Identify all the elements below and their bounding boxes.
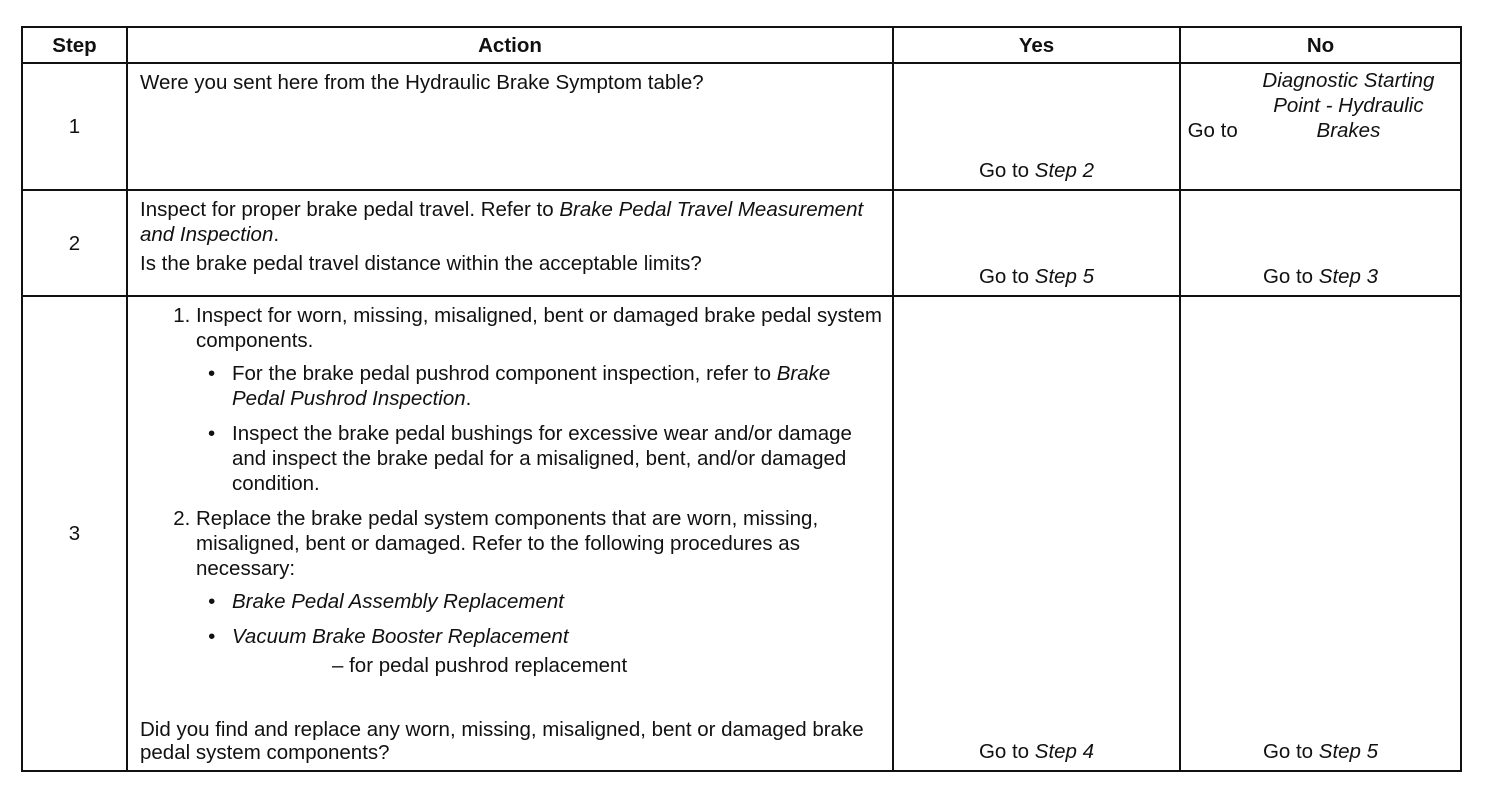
no-cell xyxy=(1180,63,1461,190)
step-number: 1 xyxy=(22,63,127,190)
header-no: No xyxy=(1180,27,1461,63)
yes-cell xyxy=(893,190,1180,296)
no-cell xyxy=(1180,296,1461,771)
list-item xyxy=(196,303,882,496)
action-question: Did you find and replace any worn, missing, misaligned, bent or damaged brake pedal system components? xyxy=(140,718,864,764)
no-prefix: Go to xyxy=(1262,740,1319,763)
action-ref-link[interactable]: Brake Pedal Travel Measurement and Inspection xyxy=(140,198,864,246)
procedure-text: Replace the brake pedal system components that are worn, missing, misaligned, bent or damaged. Refer to the following procedures as necessary: xyxy=(196,507,819,580)
bullet-text: For the brake pedal pushrod component inspection, refer to xyxy=(232,362,777,385)
action-cell xyxy=(127,63,893,190)
header-step: Step xyxy=(22,27,127,63)
table-row xyxy=(22,296,1461,771)
yes-step-link[interactable]: Step 4 xyxy=(1034,740,1095,763)
step-number: 2 xyxy=(22,190,127,296)
action-text-end: . xyxy=(273,223,280,246)
list-item xyxy=(232,361,882,411)
bullet-text-end: . xyxy=(465,387,472,410)
table-row xyxy=(22,190,1461,296)
action-cell xyxy=(127,296,893,771)
no-step-link[interactable]: Step 5 xyxy=(1318,740,1379,763)
no-prefix: Go to xyxy=(1187,119,1244,142)
no-diagnostic-link[interactable]: Diagnostic Starting Point - Hydraulic Brakes xyxy=(1262,69,1435,142)
yes-cell xyxy=(893,296,1180,771)
no-cell xyxy=(1180,190,1461,296)
table-row xyxy=(22,63,1461,190)
action-text-lead: Inspect for proper brake pedal travel. Refer to xyxy=(140,198,560,221)
diagnostic-table xyxy=(21,26,1462,772)
pushrod-inspection-link[interactable]: Brake Pedal Pushrod Inspection xyxy=(232,362,831,410)
header-action: Action xyxy=(127,27,893,63)
header-yes: Yes xyxy=(893,27,1180,63)
no-step-link[interactable]: Step 3 xyxy=(1318,265,1379,288)
yes-prefix: Go to xyxy=(978,265,1035,288)
pedal-assembly-link[interactable]: • Brake Pedal Assembly Replacement xyxy=(232,589,882,614)
bullet-list xyxy=(196,361,882,496)
bullet-list xyxy=(196,589,882,649)
booster-replacement-link[interactable]: • Vacuum Brake Booster Replacement xyxy=(232,624,882,649)
yes-prefix: Go to xyxy=(978,159,1035,182)
procedure-text: Inspect for worn, missing, misaligned, bent or damaged brake pedal system components. xyxy=(196,304,882,352)
list-item: • Inspect the brake pedal bushings for excessive wear and/or damage and inspect the brake pedal for a misaligned, bent, and/or damaged condition. xyxy=(232,421,882,496)
yes-prefix: Go to xyxy=(978,740,1035,763)
action-text: Were you sent here from the Hydraulic Brake Symptom table? xyxy=(140,71,704,94)
action-question: Is the brake pedal travel distance within the acceptable limits? xyxy=(140,252,702,275)
yes-step-link[interactable]: Step 2 xyxy=(1034,159,1095,182)
no-prefix: Go to xyxy=(1262,265,1319,288)
yes-cell xyxy=(893,63,1180,190)
action-text xyxy=(140,197,882,247)
header-row xyxy=(22,27,1461,63)
procedure-list xyxy=(140,303,882,678)
step-number: 3 xyxy=(22,296,127,771)
yes-step-link[interactable]: Step 5 xyxy=(1034,265,1095,288)
sub-note: – for pedal pushrod replacement xyxy=(332,654,628,677)
action-cell xyxy=(127,190,893,296)
list-item xyxy=(196,506,882,678)
